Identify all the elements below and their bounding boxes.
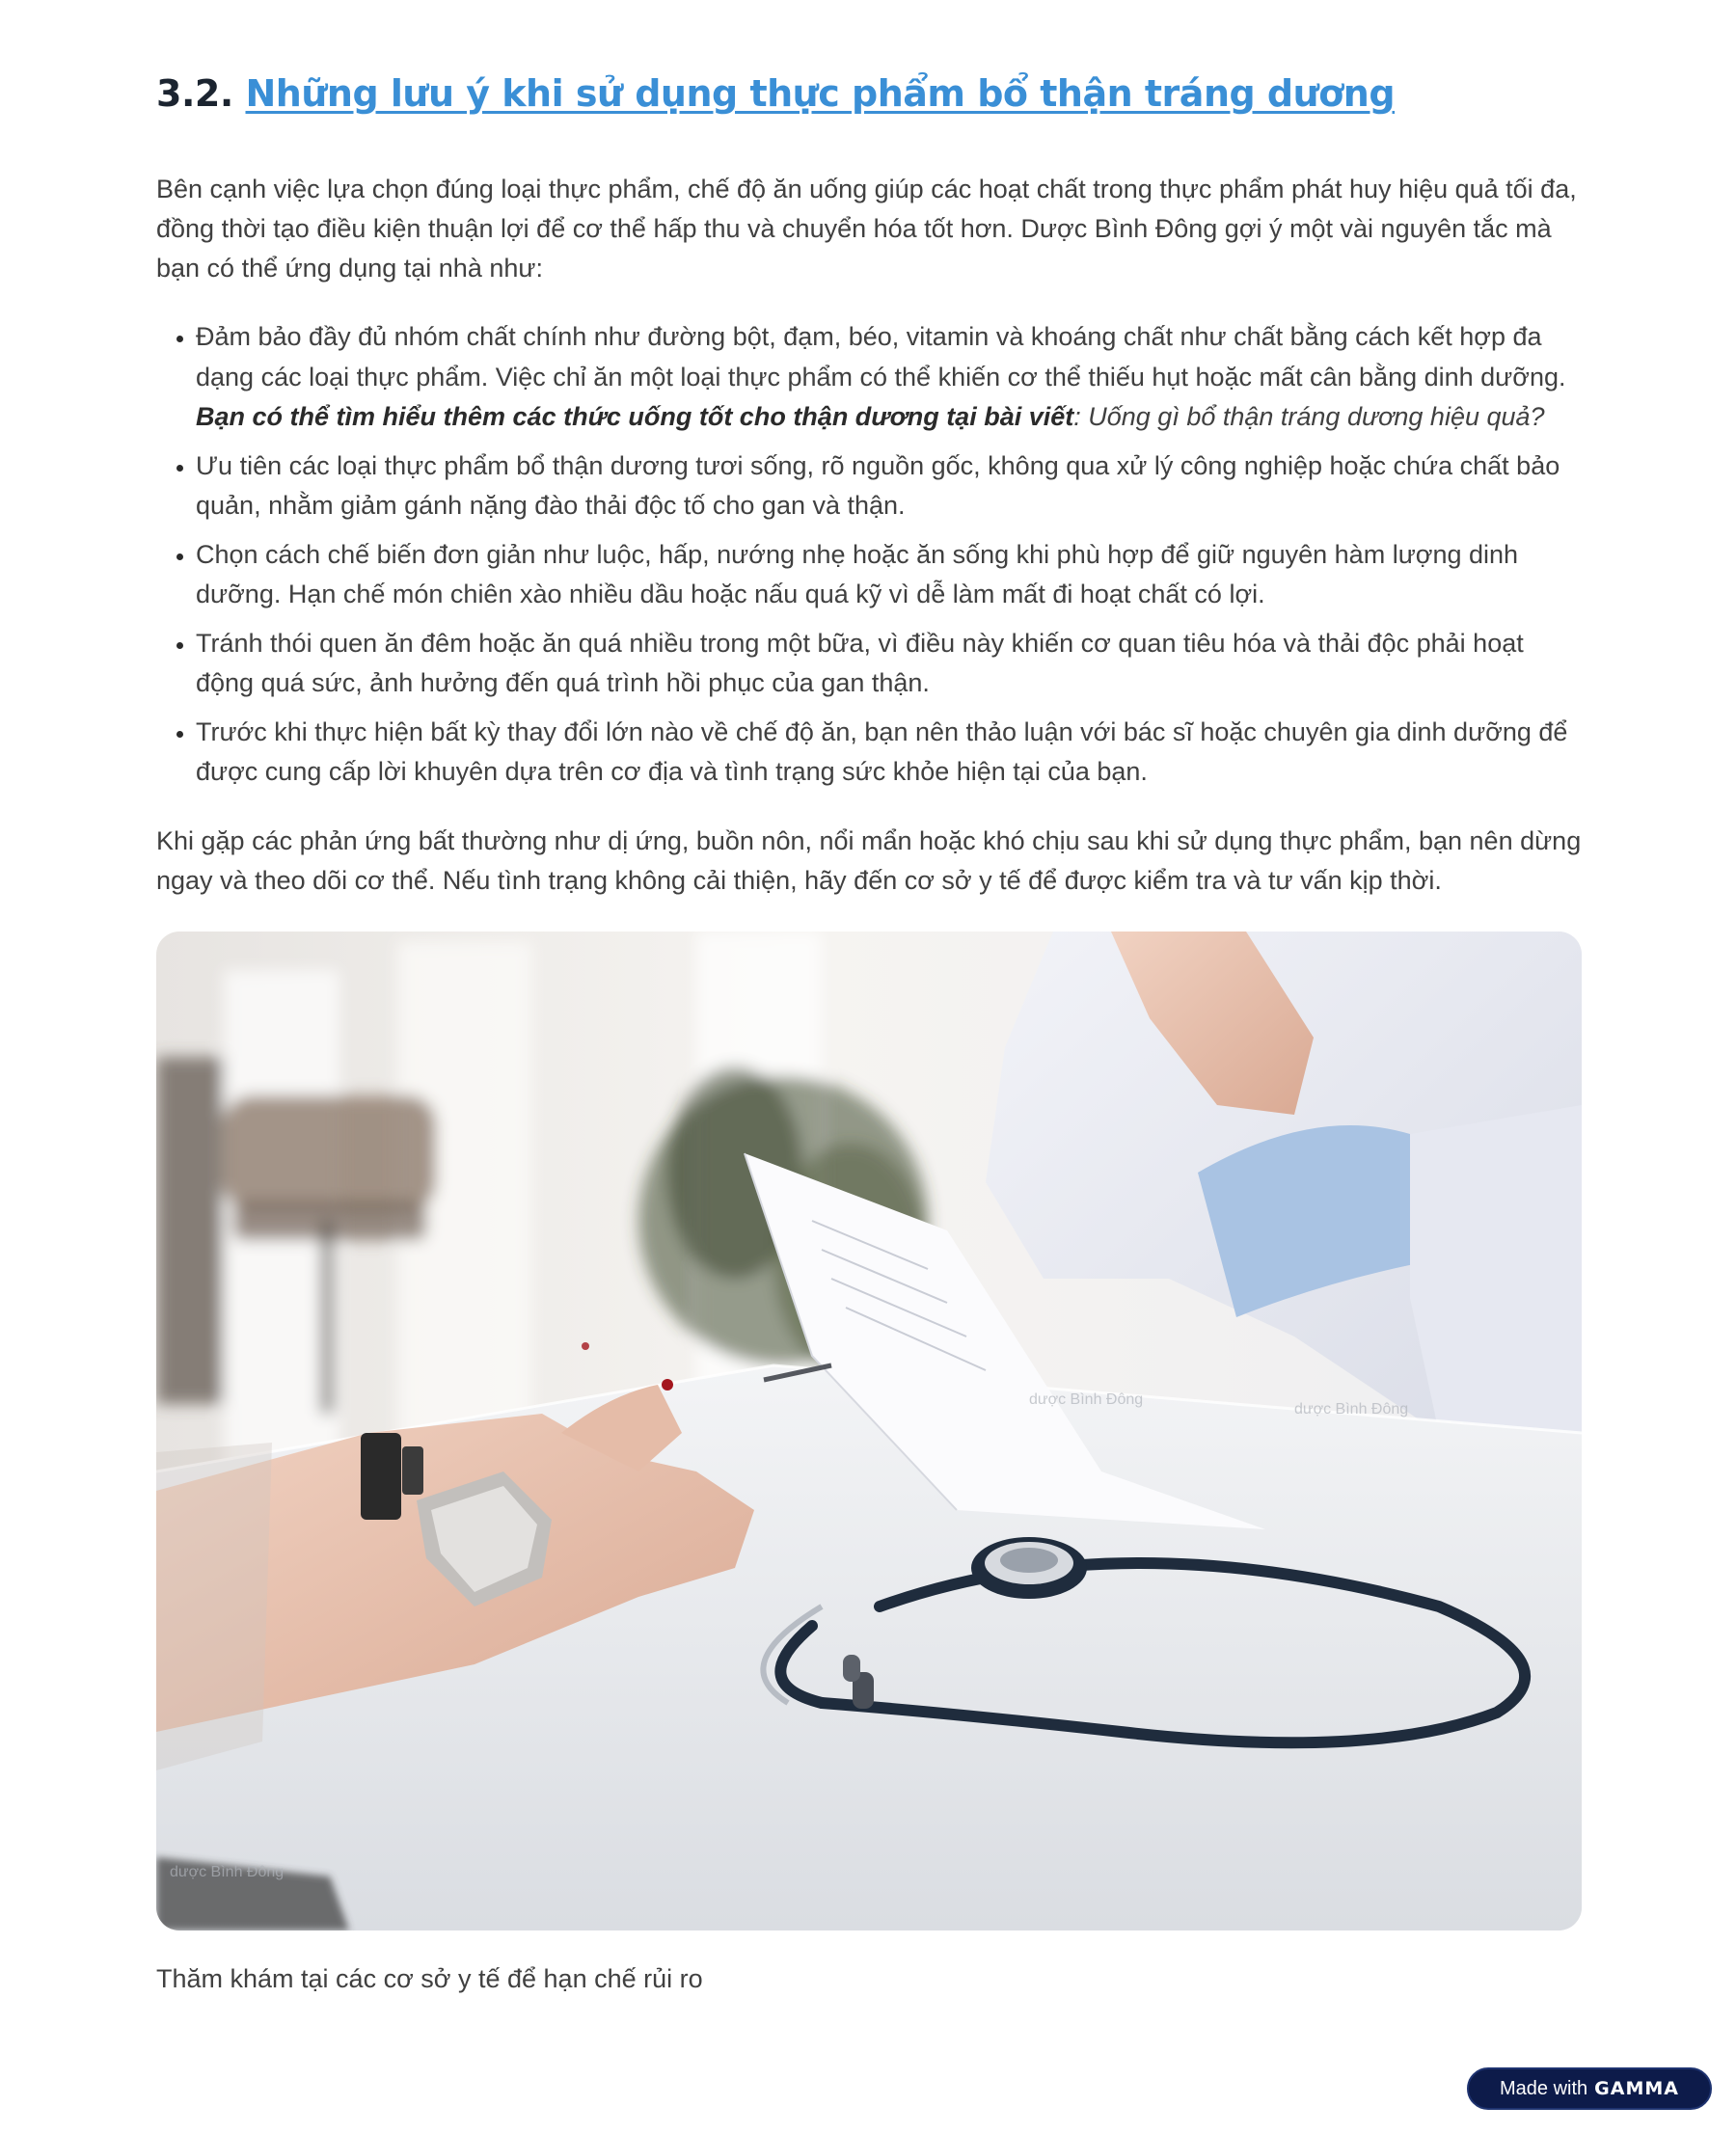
- photo-watermark: dược Bình Đông: [1029, 1390, 1144, 1408]
- gamma-logo: GAMMA: [1594, 2078, 1679, 2099]
- photo-watermark: dược Bình Đông: [170, 1863, 285, 1880]
- related-article-title: : Uống gì bổ thận tráng dương hiệu quả?: [1073, 402, 1545, 431]
- list-item: [196, 446, 1582, 526]
- related-article-callout: Bạn có thể tìm hiểu thêm các thức uống tốt cho thận dương tại bài viết: [196, 402, 1074, 431]
- photo-watermark: dược Bình Đông: [1294, 1400, 1409, 1418]
- closing-paragraph: Khi gặp các phản ứng bất thường như dị ứng, buồn nôn, nổi mẩn hoặc khó chịu sau khi sử dụng thực phẩm, bạn nên dừng ngay và theo dõi cơ thể. Nếu tình trạng không cải thiện, hãy đến cơ sở y tế để được kiểm tra và tư vấn kịp thời.: [156, 825, 1582, 895]
- section-heading: [156, 68, 1582, 120]
- badge-prefix: Made with: [1500, 2077, 1588, 2099]
- list-item: [196, 713, 1582, 793]
- guideline-list: [156, 317, 1582, 793]
- list-item: [196, 317, 1582, 438]
- section-title-link[interactable]: Những lưu ý khi sử dụng thực phẩm bổ thận tráng dương: [245, 72, 1396, 115]
- list-item-text: Chọn cách chế biến đơn giản như luộc, hấp, nướng nhẹ hoặc ăn sống khi phù hợp để giữ nguyên hàm lượng dinh dưỡng. Hạn chế món chiên xào nhiều dầu hoặc nấu quá kỹ vì dễ làm mất đi hoạt chất có lợi.: [196, 539, 1519, 608]
- made-with-gamma-badge[interactable]: [1467, 2067, 1712, 2110]
- document-page: [156, 0, 1582, 1998]
- section-number: 3.2.: [156, 72, 233, 115]
- consultation-photo: [156, 932, 1582, 1930]
- list-item-text: Tránh thói quen ăn đêm hoặc ăn quá nhiều trong một bữa, vì điều này khiến cơ quan tiêu hóa và thải độc phải hoạt động quá sức, ảnh hưởng đến quá trình hồi phục của gan thận.: [196, 628, 1524, 697]
- list-item-text: Ưu tiên các loại thực phẩm bổ thận dương tươi sống, rõ nguồn gốc, không qua xử lý công nghiệp hoặc chứa chất bảo quản, nhằm giảm gánh nặng đào thải độc tố cho gan và thận.: [196, 450, 1560, 520]
- list-item: [196, 624, 1582, 704]
- list-item: [196, 535, 1582, 615]
- list-item-text: Trước khi thực hiện bất kỳ thay đổi lớn nào về chế độ ăn, bạn nên thảo luận với bác sĩ hoặc chuyên gia dinh dưỡng để được cung cấp lời khuyên dựa trên cơ địa và tình trạng sức khỏe hiện tại của bạn.: [196, 716, 1568, 786]
- list-item-text: Đảm bảo đầy đủ nhóm chất chính như đường bột, đạm, béo, vitamin và khoáng chất như chất bằng cách kết hợp đa dạng các loại thực phẩm. Việc chỉ ăn một loại thực phẩm có thể khiến cơ thể thiếu hụt hoặc mất cân bằng dinh dưỡng.: [196, 322, 1566, 392]
- intro-paragraph: Bên cạnh việc lựa chọn đúng loại thực phẩm, chế độ ăn uống giúp các hoạt chất trong thực phẩm phát huy hiệu quả tối đa, đồng thời tạo điều kiện thuận lợi để cơ thể hấp thu và chuyển hóa tốt hơn. Dược Bình Đông gợi ý một vài nguyên tắc mà bạn có thể ứng dụng tại nhà như:: [156, 175, 1577, 283]
- photo-caption: Thăm khám tại các cơ sở y tế để hạn chế rủi ro: [156, 1963, 703, 1993]
